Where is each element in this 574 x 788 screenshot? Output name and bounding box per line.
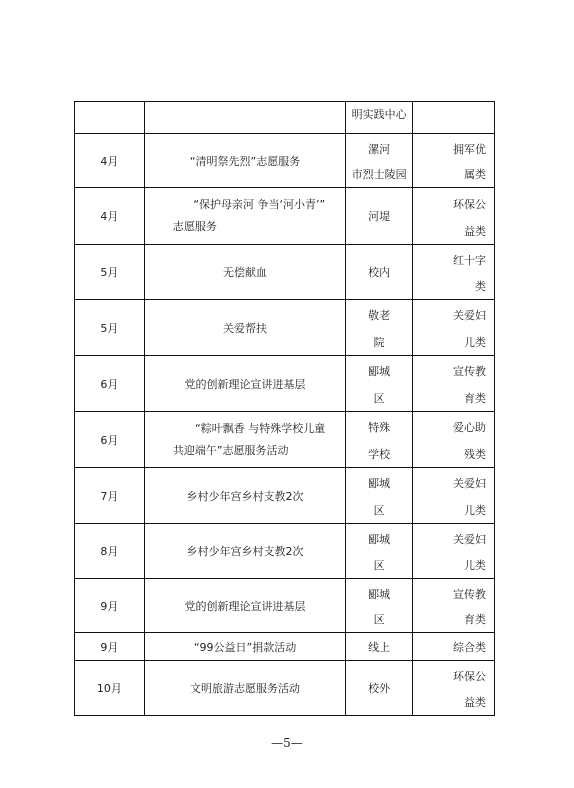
category-cell: [413, 661, 495, 716]
category-line: 儿类: [464, 559, 486, 572]
table-row: [75, 633, 495, 661]
category-line: 残类: [464, 447, 486, 461]
location-line: 区: [373, 613, 385, 627]
table-row: [75, 356, 495, 412]
location-line: 特殊: [368, 421, 391, 435]
month-cell: 9月: [75, 579, 145, 633]
location-cell: [346, 102, 413, 134]
category-line: 环保公: [453, 197, 486, 211]
activity-line: 共迎端午”志愿服务活动: [172, 443, 289, 457]
location-cell: [346, 579, 413, 633]
location-cell: [346, 245, 413, 300]
category-line: 拥军优: [453, 142, 486, 156]
activity-cell: [144, 524, 345, 579]
table-row: [75, 412, 495, 468]
location-line: 学校: [368, 447, 391, 461]
activity-line: “粽叶飘香 与特殊学校儿童: [195, 421, 326, 435]
category-line: 益类: [464, 224, 486, 238]
location-line: 明实践中心: [351, 108, 407, 121]
location-line: 市烈士陵园: [351, 168, 407, 182]
activity-cell: [144, 579, 345, 633]
activity-line: 无偿献血: [223, 266, 268, 279]
category-line: 红十字: [453, 254, 486, 267]
month-cell: 5月: [75, 245, 145, 300]
activity-line: “99公益日”捐款活动: [193, 640, 297, 654]
table-row: [75, 134, 495, 188]
category-line: 类: [475, 280, 486, 293]
activity-line: 乡村少年宫乡村支教2次: [186, 545, 304, 558]
month-cell: 5月: [75, 300, 145, 356]
table-row: [75, 188, 495, 245]
month-cell: 8月: [75, 524, 145, 579]
location-line: 区: [373, 559, 385, 572]
location-line: 院: [373, 335, 385, 349]
category-cell: [413, 468, 495, 524]
category-line: 育类: [464, 613, 486, 627]
table-row: [75, 102, 495, 134]
activity-line: 党的创新理论宣讲进基层: [184, 599, 306, 613]
month-cell: [75, 102, 145, 134]
category-line: 关爱妇: [453, 309, 486, 323]
location-line: 校内: [368, 266, 391, 279]
activity-cell: [144, 102, 345, 134]
location-cell: [346, 468, 413, 524]
month-cell: 7月: [75, 468, 145, 524]
category-line: 宣传教: [453, 587, 486, 601]
location-line: 线上: [368, 640, 391, 654]
location-line: 郾城: [368, 365, 391, 379]
category-line: 育类: [464, 391, 486, 405]
activity-cell: [144, 412, 345, 468]
activity-cell: [144, 661, 345, 716]
category-line: 儿类: [464, 503, 486, 517]
activity-line: “清明祭先烈”志愿服务: [189, 154, 301, 168]
category-cell: [413, 300, 495, 356]
month-cell: 6月: [75, 412, 145, 468]
month-cell: 4月: [75, 188, 145, 245]
table-row: [75, 468, 495, 524]
activity-line: 志愿服务: [172, 220, 217, 233]
category-line: 爱心助: [453, 421, 486, 435]
activity-cell: [144, 300, 345, 356]
category-cell: [413, 102, 495, 134]
location-line: 漯河: [368, 142, 391, 156]
category-line: 儿类: [464, 335, 486, 349]
location-line: 郾城: [368, 477, 391, 491]
location-cell: [346, 661, 413, 716]
activity-schedule-table: [74, 101, 495, 716]
activity-line: 文明旅游志愿服务活动: [190, 682, 301, 695]
category-line: 益类: [464, 696, 486, 709]
activity-cell: [144, 468, 345, 524]
activity-line: “保护母亲河 争当‘河小青’”: [193, 198, 326, 211]
table-row: [75, 661, 495, 716]
activity-cell: [144, 134, 345, 188]
category-cell: [413, 412, 495, 468]
category-line: 属类: [464, 168, 486, 182]
activity-cell: [144, 356, 345, 412]
location-line: 郾城: [368, 533, 391, 546]
category-cell: [413, 188, 495, 245]
location-line: 区: [373, 391, 385, 405]
location-line: 郾城: [368, 587, 391, 601]
category-line: 环保公: [453, 670, 486, 683]
category-cell: [413, 524, 495, 579]
location-line: 校外: [368, 682, 391, 695]
table-row: [75, 300, 495, 356]
table-row: [75, 579, 495, 633]
month-cell: 10月: [75, 661, 145, 716]
activity-cell: [144, 633, 345, 661]
location-line: 敬老: [368, 309, 391, 323]
location-cell: [346, 356, 413, 412]
activity-cell: [144, 188, 345, 245]
activity-line: 关爱帮扶: [223, 321, 268, 335]
category-cell: [413, 245, 495, 300]
location-cell: [346, 188, 413, 245]
category-cell: [413, 134, 495, 188]
activity-line: 党的创新理论宣讲进基层: [184, 377, 306, 391]
month-cell: 4月: [75, 134, 145, 188]
location-cell: [346, 134, 413, 188]
category-cell: [413, 633, 495, 661]
page-number: —5—: [271, 736, 303, 750]
location-line: 区: [373, 503, 385, 517]
activity-cell: [144, 245, 345, 300]
location-cell: [346, 633, 413, 661]
activity-line: 乡村少年宫乡村支教2次: [186, 489, 304, 503]
month-cell: 6月: [75, 356, 145, 412]
location-cell: [346, 300, 413, 356]
category-cell: [413, 356, 495, 412]
location-line: 河堤: [368, 210, 391, 223]
location-cell: [346, 412, 413, 468]
category-line: 宣传教: [453, 365, 486, 379]
category-line: 关爱妇: [453, 533, 486, 546]
location-cell: [346, 524, 413, 579]
table-row: [75, 524, 495, 579]
table-row: [75, 245, 495, 300]
category-line: 综合类: [453, 640, 486, 654]
month-cell: 9月: [75, 633, 145, 661]
category-cell: [413, 579, 495, 633]
category-line: 关爱妇: [453, 477, 486, 491]
